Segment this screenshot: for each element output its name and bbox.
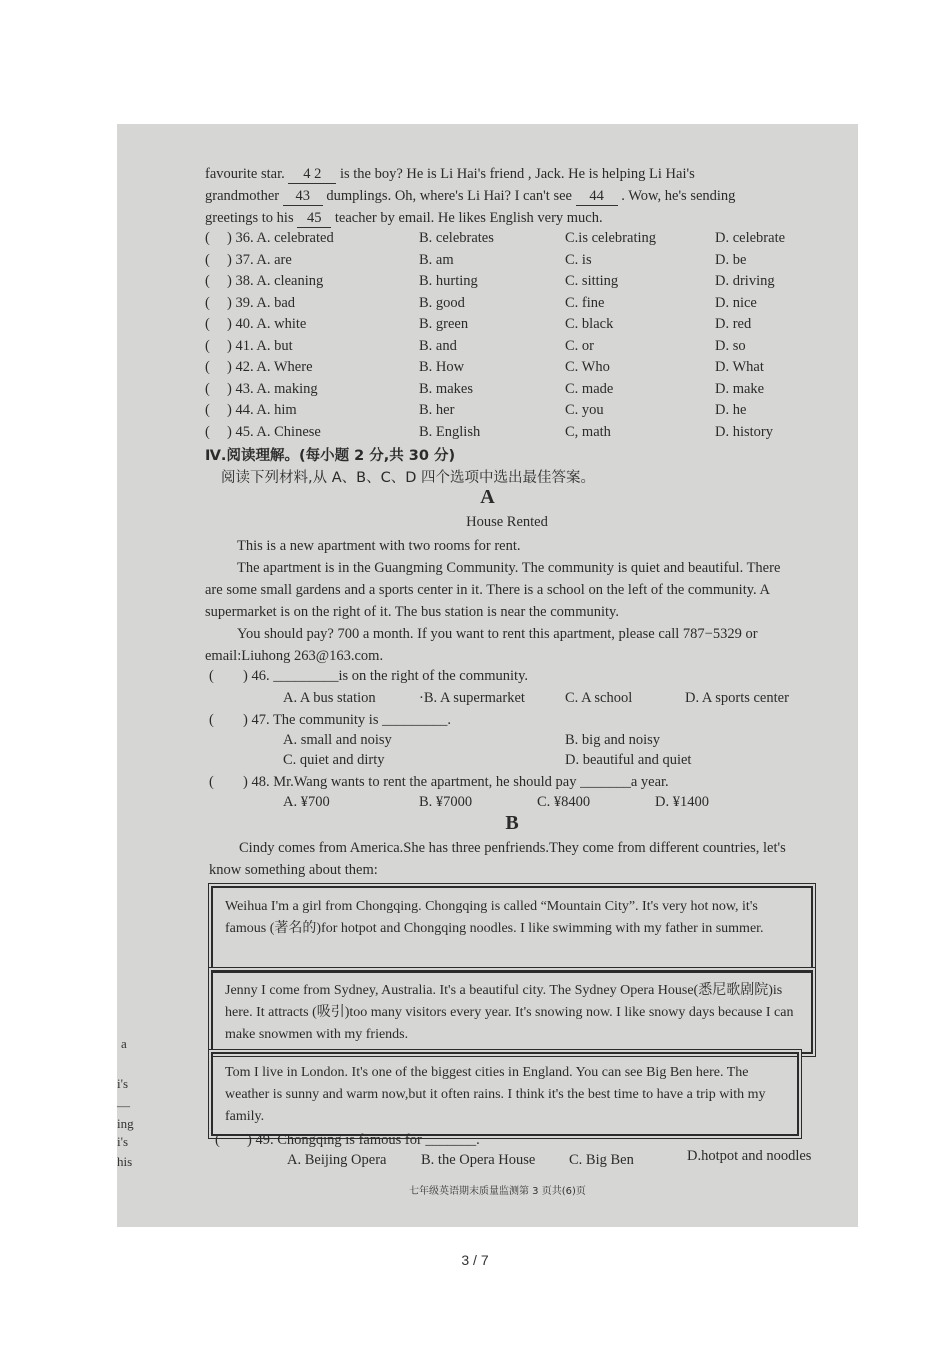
passage-b-intro-line1: Cindy comes from America.She has three penfriends.They come from different countries, let's (239, 840, 786, 856)
cloze-q40-paren: ( (205, 316, 210, 332)
margin-fragment: i's (117, 1134, 129, 1149)
penfriend-box-tom: Tom I live in London. It's one of the biggest cities in England. You can see Big Ben here. The weather is sunny and warm now,but it often rains. I think it's the best time to have a trip with my family. (211, 1052, 799, 1136)
cloze-q36-d: D. celebrate (715, 230, 786, 246)
cloze-q38-num: ) 38. A. cleaning (227, 273, 324, 289)
q49-option-b: B. the Opera House (421, 1152, 536, 1168)
q46-option-b: ·B. A supermarket (419, 690, 525, 706)
cloze-q38-paren: ( (205, 273, 210, 289)
cloze-q37-b: B. am (419, 251, 454, 268)
cloze-q43-b: B. makes (419, 380, 473, 397)
q46-option-d: D. A sports center (685, 690, 789, 706)
cloze-q41-b: B. and (419, 337, 457, 354)
q47-option-a: A. small and noisy (283, 732, 392, 748)
passage-a-title: House Rented (466, 514, 548, 530)
blank-45: 45 (297, 210, 331, 228)
cloze-q44-paren: ( (205, 402, 210, 418)
cloze-q44-num: ) 44. A. him (227, 402, 297, 418)
q49-option-c: C. Big Ben (569, 1152, 634, 1168)
penfriend-box-jenny: Jenny I come from Sydney, Australia. It's a beautiful city. The Sydney Opera House(悉尼歌剧院)is here. It attracts (吸引)too many visitors every year. It's snowing now. I like snowy days because I can make snowmen with my friends. (211, 970, 813, 1054)
cloze-q45-num: ) 45. A. Chinese (227, 423, 321, 440)
blank-44: 44 (576, 188, 618, 206)
cloze-q43-num: ) 43. A. making (227, 380, 318, 397)
exam-page-photo (117, 124, 858, 1227)
penfriend-box-weihua: Weihua I'm a girl from Chongqing. Chongqing is called “Mountain City”. It's very hot now, it's famous (著名的)for hotpot and Chongqing noodles. I like swimming with my father in summer. (211, 886, 813, 970)
passage-a-label: A (480, 486, 495, 508)
cloze-q40-c: C. black (565, 316, 614, 332)
margin-fragment: his (117, 1154, 133, 1169)
cloze-q36-paren: ( (205, 230, 210, 246)
cloze-q37-d: D. be (715, 251, 747, 268)
cloze-q36-c: C.is celebrating (565, 230, 657, 246)
cloze-q44-b: B. her (419, 402, 455, 418)
cloze-q42-paren: ( (205, 359, 210, 375)
cloze-q43-c: C. made (565, 380, 614, 397)
cloze-q45-b: B. English (419, 423, 481, 440)
margin-fragment: i's (117, 1076, 129, 1091)
reading-section-title: Ⅳ.阅读理解。(每小题 2 分,共 30 分) (205, 448, 456, 464)
cloze-line-1: favourite star. 4 2 is the boy? He is Li Hai's friend , Jack. He is helping Li Hai's (205, 166, 695, 182)
q49-option-a: A. Beijing Opera (287, 1152, 387, 1168)
q47-stem: ) 47. The community is _________. (243, 712, 451, 728)
margin-fragment: — (117, 1098, 130, 1113)
cloze-q41-paren: ( (205, 337, 210, 354)
reading-instruction: 阅读下列材料,从 A、B、C、D 四个选项中选出最佳答案。 (221, 470, 595, 486)
cloze-q39-d: D. nice (715, 294, 757, 311)
cloze-q36-b: B. celebrates (419, 230, 494, 246)
cloze-q41-num: ) 41. A. but (227, 337, 293, 354)
cloze-line-3: greetings to his 45 teacher by email. He likes English very much. (205, 210, 603, 226)
cloze-q41-d: D. so (715, 337, 746, 354)
q48-option-c: C. ¥8400 (537, 794, 591, 810)
cloze-q39-c: C. fine (565, 294, 605, 311)
q49-option-d: D.hotpot and noodles (687, 1148, 812, 1164)
cloze-q45-d: D. history (715, 423, 773, 440)
cloze-q36-num: ) 36. A. celebrated (227, 230, 334, 246)
q46-option-a: A. A bus station (283, 690, 376, 706)
q46-stem: ) 46. _________is on the right of the community. (243, 668, 529, 684)
q46-paren: ( (209, 668, 214, 684)
q47-option-c: C. quiet and dirty (283, 752, 385, 768)
cloze-q41-c: C. or (565, 337, 594, 354)
blank-42: 4 2 (288, 166, 336, 184)
margin-fragment: a (121, 1036, 127, 1051)
cloze-q39-paren: ( (205, 294, 210, 311)
cloze-q40-num: ) 40. A. white (227, 316, 307, 332)
cloze-line-2: grandmother 43 dumplings. Oh, where's Li Hai? I can't see 44 . Wow, he's sending (205, 188, 736, 204)
passage-a-p3-line2: email:Liuhong 263@163.com. (205, 648, 384, 664)
q47-paren: ( (209, 712, 214, 728)
exam-page-footer: 七年级英语期末质量监测第 3 页共(6)页 (409, 1186, 586, 1197)
blank-43: 43 (283, 188, 323, 206)
q46-option-c: C. A school (565, 690, 633, 706)
cloze-q37-c: C. is (565, 251, 592, 268)
cloze-q44-c: C. you (565, 402, 604, 418)
q47-option-d: D. beautiful and quiet (565, 752, 692, 768)
cloze-q40-d: D. red (715, 316, 752, 332)
cloze-q45-c: C, math (565, 423, 611, 440)
cloze-q38-d: D. driving (715, 273, 775, 289)
page-indicator: 3 / 7 (461, 1252, 489, 1268)
margin-fragment: ing (117, 1116, 134, 1131)
cloze-q44-d: D. he (715, 402, 747, 418)
q48-stem: ) 48. Mr.Wang wants to rent the apartment, he should pay _______a year. (243, 774, 669, 790)
passage-a-p2-line1: The apartment is in the Guangming Community. The community is quiet and beautiful. There (237, 560, 781, 576)
cloze-q38-b: B. hurting (419, 273, 478, 289)
cloze-q42-d: D. What (715, 359, 764, 375)
cloze-q37-paren: ( (205, 251, 210, 268)
cloze-q37-num: ) 37. A. are (227, 251, 292, 268)
cloze-q40-b: B. green (419, 316, 469, 332)
cloze-q42-num: ) 42. A. Where (227, 359, 313, 375)
passage-a-p2-line3: supermarket is on the right of it. The bus station is near the community. (205, 604, 619, 620)
cloze-q42-b: B. How (419, 359, 465, 375)
passage-a-p2-line2: are some small gardens and a sports center in it. There is a school on the left of the community. A (205, 582, 770, 598)
q48-paren: ( (209, 774, 214, 790)
cloze-q39-b: B. good (419, 294, 465, 311)
passage-a-p3-line1: You should pay? 700 a month. If you want to rent this apartment, please call 787−5329 or (237, 626, 758, 642)
q48-option-b: B. ¥7000 (419, 794, 473, 810)
q48-option-d: D. ¥1400 (655, 794, 709, 810)
passage-b-label: B (505, 812, 519, 834)
q49-paren: ( (215, 1132, 220, 1148)
cloze-q38-c: C. sitting (565, 273, 619, 289)
q49-stem: ) 49. Chongqing is famous for _______. (247, 1132, 480, 1148)
q47-option-b: B. big and noisy (565, 732, 661, 748)
q48-option-a: A. ¥700 (283, 794, 330, 810)
cloze-q43-d: D. make (715, 380, 765, 397)
cloze-q42-c: C. Who (565, 359, 610, 375)
passage-b-intro-line2: know something about them: (209, 862, 378, 878)
cloze-q39-num: ) 39. A. bad (227, 294, 296, 311)
cloze-q43-paren: ( (205, 380, 210, 397)
passage-a-p1: This is a new apartment with two rooms for rent. (237, 538, 521, 554)
cloze-q45-paren: ( (205, 423, 210, 440)
